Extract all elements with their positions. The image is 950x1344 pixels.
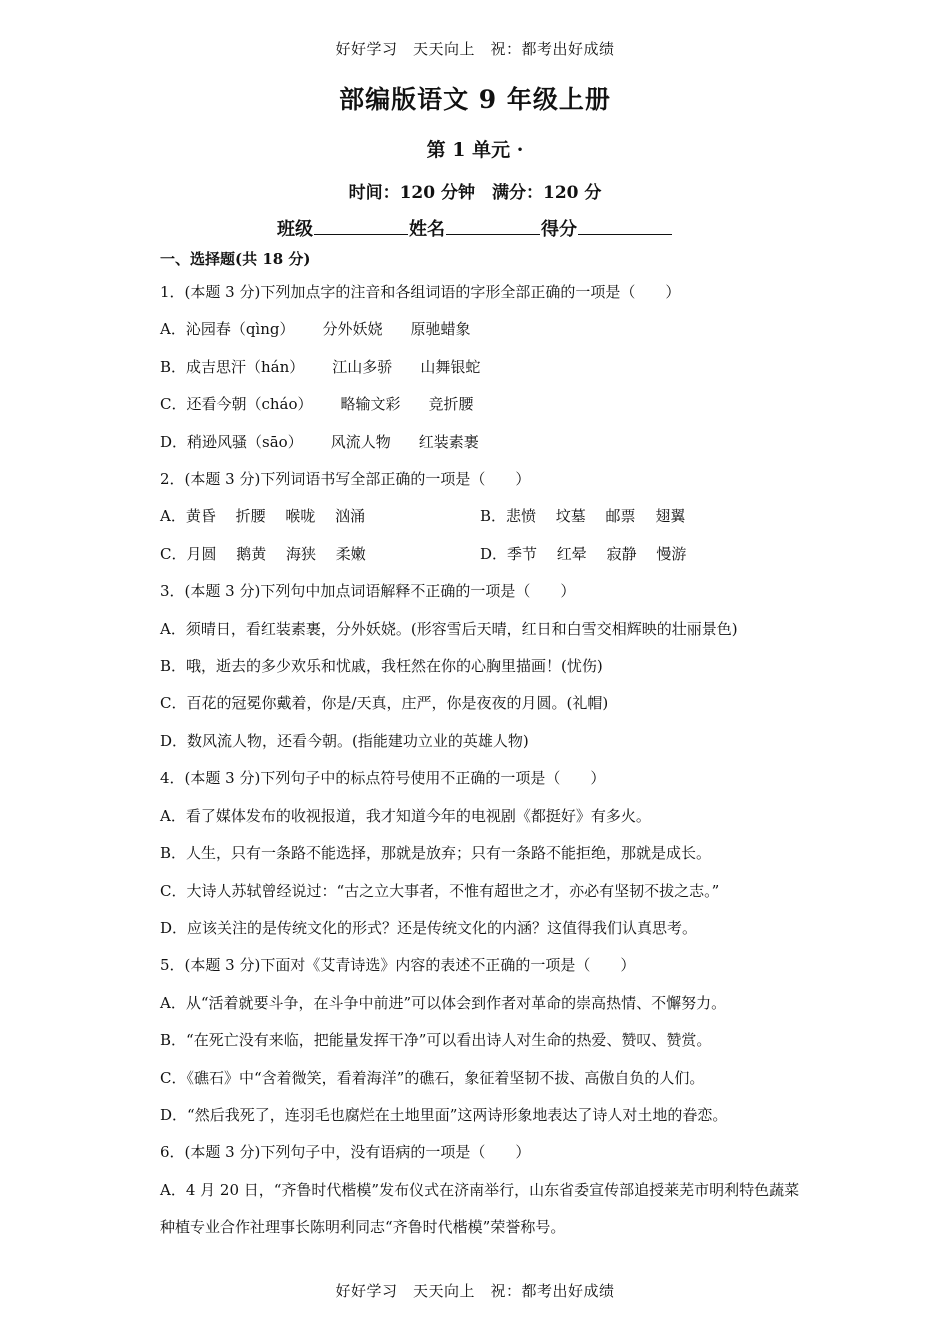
option-text: 山舞银蛇 (420, 357, 481, 376)
question-1-option-a (160, 311, 800, 348)
option-text: A．沁园春（qìng） (160, 320, 295, 339)
question-1-option-b (160, 349, 800, 386)
option-text: 风流人物 (330, 432, 391, 451)
question-4-option-a: A．看了媒体发布的收视报道，我才知道今年的电视剧《都挺好》有多火。 (160, 806, 651, 825)
question-4-option-c: C．大诗人苏轼曾经说过：“古之立大事者，不惟有超世之才，亦必有坚韧不拔之志。” (160, 881, 720, 900)
question-3-option-c: C．百花的冠冕你戴着，你是/天真，庄严，你是夜夜的月圆。(礼帽) (160, 694, 609, 713)
page-title: 部编版语文 9 年级上册 (339, 85, 611, 114)
question-body (160, 246, 800, 1247)
question-4-stem: 4．(本题 3 分)下列句子中的标点符号使用不正确的一项是（ ） (160, 769, 606, 788)
option-text: D．稍逊风骚（sāo） (160, 432, 303, 451)
unit-title: 第 1 单元 · (426, 139, 524, 161)
question-5-stem: 5．(本题 3 分)下面对《艾青诗选》内容的表述不正确的一项是（ ） (160, 956, 636, 975)
question-3-option-d: D．数风流人物，还看今朝。(指能建功立业的英雄人物) (160, 731, 529, 750)
option-text: 略输文彩 (340, 395, 401, 414)
question-4-option-d: D．应该关注的是传统文化的形式？还是传统文化的内涵？这值得我们认真思考。 (160, 918, 698, 937)
option-text: C．还看今朝（cháo） (160, 395, 313, 414)
score-label: 得分 (541, 219, 577, 240)
page-footer: 好好学习 天天向上 祝：都考出好成绩 (335, 1282, 615, 1300)
name-blank[interactable] (446, 218, 540, 235)
question-6-option-a: A．4 月 20 日，“齐鲁时代楷模”发布仪式在济南举行，山东省委宣传部追授莱芜市明利特色蔬菜种植专业合作社理事长陈明利同志“齐鲁时代楷模”荣誉称号。 (160, 1180, 800, 1237)
score-blank[interactable] (578, 218, 672, 235)
question-2-option-c: C．月圆 鹅黄 海狭 柔嫩 (160, 544, 366, 563)
question-3-option-a: A．须晴日，看红装素裹，分外妖娆。(形容雪后天晴，红日和白雪交相辉映的壮丽景色) (160, 619, 738, 638)
question-5-option-b: B．“在死亡没有来临，把能量发挥干净”可以看出诗人对生命的热爱、赞叹、赞赏。 (160, 1031, 712, 1050)
option-text: B．成吉思汗（hán） (160, 357, 305, 376)
question-4-option-b: B．人生，只有一条路不能选择，那就是放弃；只有一条路不能拒绝，那就是成长。 (160, 844, 712, 863)
question-2-option-a: A．黄昏 折腰 喉咙 汹涌 (160, 507, 366, 526)
question-5-option-a: A．从“活着就要斗争，在斗争中前进”可以体会到作者对革命的崇高热情、不懈努力。 (160, 993, 727, 1012)
option-text: 江山多骄 (332, 357, 393, 376)
question-1-stem: 1．(本题 3 分)下列加点字的注音和各组词语的字形全部正确的一项是（ ） (160, 283, 681, 301)
question-2-stem: 2．(本题 3 分)下列词语书写全部正确的一项是（ ） (160, 470, 531, 489)
time-score-line: 时间：120 分钟 满分：120 分 (348, 183, 602, 203)
name-label: 姓名 (409, 219, 445, 240)
option-text: 分外妖娆 (322, 320, 383, 339)
question-5-option-d: D．“然后我死了，连羽毛也腐烂在土地里面”这两诗形象地表达了诗人对土地的眷恋。 (160, 1105, 728, 1124)
question-3-option-b: B．哦，逝去的多少欢乐和忧戚，我枉然在你的心胸里描画！(忧伤) (160, 657, 603, 676)
question-2-option-d: D．季节 红晕 寂静 慢游 (480, 544, 687, 563)
question-1-option-d (160, 424, 800, 461)
question-5-option-c: C．《礁石》中“含着微笑，看着海洋”的礁石，象征着坚韧不拔、高傲自负的人们。 (160, 1068, 705, 1087)
question-2-row-2 (160, 536, 800, 573)
option-text: 竞折腰 (428, 395, 474, 414)
option-text: 红装素裹 (418, 432, 479, 451)
question-3-stem: 3．(本题 3 分)下列句中加点词语解释不正确的一项是（ ） (160, 582, 576, 601)
option-text: 原驰蜡象 (410, 320, 471, 339)
section-heading: 一、选择题(共 18 分) (160, 250, 311, 268)
student-info-line (0, 215, 950, 241)
question-2-row-1 (160, 498, 800, 535)
question-1-option-c (160, 386, 800, 423)
class-blank[interactable] (314, 218, 408, 235)
question-2-option-b: B．悲愤 坟墓 邮票 翅翼 (480, 507, 686, 526)
class-label: 班级 (277, 219, 313, 240)
page-header: 好好学习 天天向上 祝：都考出好成绩 (335, 40, 615, 58)
question-6-stem: 6．(本题 3 分)下列句子中，没有语病的一项是（ ） (160, 1143, 531, 1162)
